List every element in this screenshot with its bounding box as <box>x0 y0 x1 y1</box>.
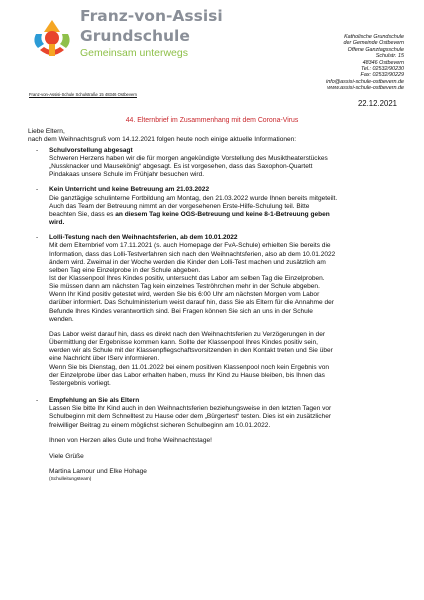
salutation: Liebe Eltern, <box>28 128 65 135</box>
section-schulvorstellung <box>28 147 403 180</box>
section-heading: Empfehlung an Sie als Eltern <box>49 397 140 405</box>
text-line: eine Nachricht über IServ informieren. <box>49 355 160 363</box>
text-line: Wenn Sie bis Dienstag, den 11.01.2022 bei einem positiven Klassenpool noch kein Ergebnis von <box>49 363 330 371</box>
section-heading: Schulvorstellung abgesagt <box>49 146 133 154</box>
school-tagline: Gemeinsam unterwegs <box>80 47 188 59</box>
bullet-dash: - <box>36 397 39 405</box>
letter-date: 22.12.2021 <box>357 99 397 108</box>
bold-notice-end: wird. <box>49 219 65 227</box>
sender-line: Franz-von-Assisi-Schule Schulstraße 15 48346 Ostbevern <box>29 92 137 97</box>
text-line: Das Labor weist darauf hin, dass es direkt nach den Weihnachtsferien zu Verzögerungen in der <box>49 330 326 338</box>
text-line: Mit dem Elternbrief vom 17.11.2021 (s. auch Homepage der FvA-Schule) erhielten Sie bereits die <box>49 242 331 250</box>
text-line: Pindakaas unsere Schule im Frühjahr besuchen wird. <box>49 171 205 179</box>
address-line: 48346 Ostbevern <box>362 59 404 66</box>
text-line: Auch das Team der Betreuung nimmt an der vorgesehenen Erste-Hilfe-Schulung teil. Bitte <box>49 202 310 210</box>
greeting-text: Viele Grüße <box>49 452 84 460</box>
section-heading: Lolli-Testung nach den Weihnachtsferien, ab dem 10.01.2022 <box>49 234 238 242</box>
text-line <box>49 219 403 227</box>
text-line: Sie müssen dann am nächsten Tag kein einzelnes Teströhrchen mehr in der Schule abgeben. <box>49 283 320 291</box>
text-line: selben Tag eine Einzelprobe in der Schule abgeben. <box>49 266 201 274</box>
text-line: wenden. <box>49 315 74 323</box>
text-line: Lassen Sie bitte Ihr Kind auch in den Weihnachtsferien beziehungsweise in den letzten Tagen vor <box>49 405 332 413</box>
text-line: Die ganztägige schulinterne Fortbildung am Montag, den 21.03.2022 wurde Ihnen bereits mitgeteilt. <box>49 194 338 202</box>
wishes-text: Ihnen von Herzen alles Gute und frohe Weihnachtstage! <box>49 437 212 445</box>
text-line: Schweren Herzens haben wir die für morgen angekündigte Vorstellung des Musiktheaterstückes <box>49 154 328 162</box>
section-kein-unterricht <box>28 186 403 227</box>
section-empfehlung <box>28 397 403 430</box>
address-line: Schulstr. 15 <box>375 53 404 60</box>
text-line: Testergebnis vorliegt. <box>49 379 111 387</box>
text-line: ändern wird. Zweimal in der Woche werden die Kinder den Lolli-Test machen und zusätzlich am <box>49 258 326 266</box>
letter-closing <box>28 437 403 482</box>
signature-role: (Schulleitungsteam) <box>49 476 92 482</box>
text-line: der Einzelprobe über das Labor erhalten haben, muss Ihr Kind zu Hause bleiben, bis Ihnen das <box>49 371 325 379</box>
address-line: Offene Ganztagsschule <box>347 46 404 53</box>
letter-body <box>28 128 403 483</box>
section-heading: Kein Unterricht und keine Betreuung am 21.03.2022 <box>49 186 210 194</box>
address-block <box>254 34 404 92</box>
bullet-dash: - <box>36 186 39 194</box>
bullet-dash: - <box>36 146 39 154</box>
text-segment: beachten Sie, dass es <box>49 210 116 218</box>
letter-subject: 44. Elternbrief im Zusammenhang mit dem Corona-Virus <box>125 117 299 124</box>
signature-names: Martina Lamour und Elke Hohage <box>49 468 147 476</box>
text-line: Ist der Klassenpool Ihres Kindes positiv, untersucht das Labor am selben Tag die Einzelproben. <box>49 275 325 282</box>
text-line <box>49 211 403 219</box>
text-line: Übermittlung der Ergebnisse kommen kann. Sollte der Klassenpool Ihres Kindes positiv sein, <box>49 339 318 347</box>
text-line: Wenn Ihr Kind positiv getestet wird, werden Sie bis 6:00 Uhr am nächsten Morgen vom Labor <box>49 291 320 299</box>
text-line: Befunde Ihres Kindes verantwortlich sind. Bei Fragen können Sie sich an uns in der Schule <box>49 307 313 315</box>
intro-text: nach dem Weihnachtsgruß vom 14.12.2021 folgen heute noch einige aktuelle Informationen: <box>28 136 297 144</box>
school-name-line2: Grundschule <box>80 27 190 45</box>
school-logo-icon <box>30 18 74 62</box>
address-line: Fax: 02532/90229 <box>360 72 404 79</box>
address-line: Tel.: 02532/90230 <box>361 66 404 73</box>
address-line: der Gemeinde Ostbevern <box>343 40 404 47</box>
text-line: darüber informiert. Das Schulministerium weist darauf hin, dass Sie als Eltern für die Annahme der <box>49 299 334 307</box>
address-line: Katholische Grundschule <box>344 34 404 40</box>
text-line: werden wir als Schule mit der Klassenpflegschaftsvorsitzenden in den Kontakt treten und Sie über <box>49 347 333 355</box>
text-line: freiwilliger Beitrag zu einem möglichst sicheren Schulbeginn am 10.01.2022. <box>49 421 271 429</box>
school-name-line1: Franz-von-Assisi <box>80 7 223 25</box>
bold-notice: an diesem Tag keine OGS-Betreuung und keine 8-1-Betreuung geben <box>115 210 330 218</box>
text-line: Information, dass das Lolli-Testverfahren sich nach den Weihnachtsferien, also ab dem 10.01.2022 <box>49 250 336 258</box>
bullet-dash: - <box>36 234 39 242</box>
text-line: „Nussknacker und Mausekönig“ abgesagt. Es ist vorgesehen, dass das Saxophon-Quartett <box>49 163 313 171</box>
text-line: Schulbeginn mit dem Schnelltest zu Hause oder dem „Bürgertest“ testen. Dies ist ein zusätzlicher <box>49 413 332 421</box>
website-link[interactable]: www.assisi-schule-ostbevern.de <box>327 85 404 92</box>
email-link[interactable]: info@assisi-schule-ostbevern.de <box>326 78 404 85</box>
section-lolli-testung <box>28 234 403 388</box>
